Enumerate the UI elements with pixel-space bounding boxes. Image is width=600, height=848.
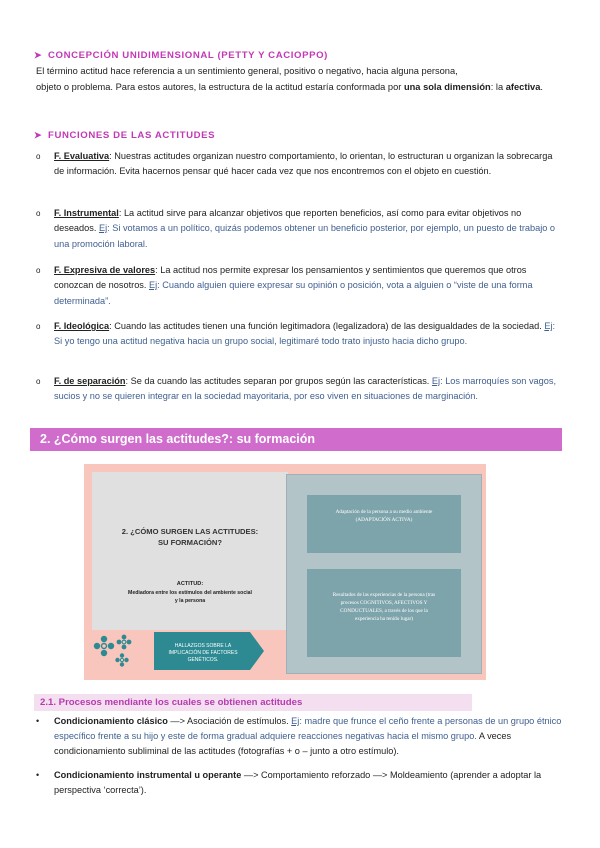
slide-right-panel bbox=[286, 474, 482, 674]
arrow-bullet-icon: ➤ bbox=[34, 130, 43, 140]
funciones-heading: ➤ FUNCIONES DE LAS ACTITUDES bbox=[34, 130, 216, 141]
hallazgos-arrow-shape: HALLAZGOS SOBRE LA IMPLICACIÓN DE FACTORES GENÉTICOS. bbox=[154, 632, 264, 670]
circle-bullet-icon: o bbox=[36, 377, 41, 386]
dot-bullet-icon: • bbox=[36, 716, 40, 726]
arrow-bullet-icon: ➤ bbox=[34, 50, 43, 60]
concepcion-paragraph: El término actitud hace referencia a un sentimiento general, positivo o negativo, hacia alguna persona, objeto o problema. Para estos autores, la estructura de la actitud estaría conformada por una sola dimensión: la afectiva. bbox=[36, 66, 543, 92]
resultados-box: Resultados de las experiencias de la persona (tras procesos COGNITIVOS, AFECTIVOS Y CONDUCTUALES, a través de los que la experiencia ha tenido lugar) bbox=[307, 569, 461, 657]
dot-bullet-icon: • bbox=[36, 770, 40, 780]
circle-bullet-icon: o bbox=[36, 266, 41, 275]
slide-left-panel bbox=[92, 472, 288, 630]
circle-bullet-icon: o bbox=[36, 209, 41, 218]
slide-title: 2. ¿CÓMO SURGEN LAS ACTITUDES: SU FORMACIÓN? bbox=[121, 527, 259, 547]
document-page: ➤ CONCEPCIÓN UNIDIMENSIONAL (PETTY Y CACIOPPO) El término actitud hace referencia a un sentimiento general, positivo o negativo, hacia alguna persona, objeto o problema. Para estos autores, la estructura de la actitud estaría conformada por una sola dimensión: la afectiva. ➤ FUNCIONES DE LAS ACTITUDES o F. Evaluativa: Nuestras actitudes organizan nuestro comportamiento, lo orientan, lo estructuran u organizan la sobrecarga de información. Evita hacernos pensar qué hacer cada vez que nos encontremos con el objeto en cuestión. o F. Instrumental: La actitud sirve para alcanzar objetivos que reporten beneficios, así como para evitar objetivos no deseados. Ej: Si votamos a un político, quizás podemos obtener un beneficio posterior, por ejemplo, un puesto de trabajo o una promoción laboral. o F. Expresiva de valores: La actitud nos permite expresar los pensamientos y sentimientos que queremos que otros conozcan de nosotros. Ej: Cuando alguien quiere expresar su opinión o posición, vota a alguien o “viste de una forma determinada”. o F. Ideológica: Cuando las actitudes tienen una función legitimadora (legalizadora) de las desigualdades de la sociedad. Ej: Si yo tengo una actitud negativa hacia un grupo social, legitimaré todo trato injusto hacia dicho grupo. o F. de separación: Se da cuando las actitudes separan por grupos según las características. Ej: Los marroquíes son vagos, sucios y no se quieren integrar en la sociedad mayoritaria, por eso viven en situaciones de marginación. 2. ¿Cómo surgen las actitudes?: su formación 2. ¿CÓMO SURGEN LAS ACTITUDES: SU FORMACIÓN? ACTITUD: Mediadora entre los estímulos del ambiente social y la persona Adaptación de la persona a su medio ambiente (ADAPTACIÓN ACTIVA) Resultados de las experiencias de la persona (tras procesos COGNITIVOS, AFECTIVOS Y CONDUCTUALES, a través de los que la experiencia ha tenido lugar) HALLAZGOS SOBRE LA IMPLICACIÓN DE FACTORES GENÉTICOS. 2.1. Procesos mendiante los cuales se obtienen actitudes • Condicionamiento clásico —> Asociación de estímulos. Ej: madre que frunce el ceño frente a personas de un grupo étnico específico frente a su hijo y este de forma gradual adquiere reacciones negativas hacia el mismo grupo. A veces condicionamiento subliminal de las actitudes (fotografías + o – junto a otro estímulo). • Condicionamiento instrumental u operante —> Comportamiento reforzado —> Moldeamiento (aprender a adoptar la perspectiva ‘correcta’). bbox=[0, 0, 600, 848]
slide-description: Mediadora entre los estímulos del ambiente social y la persona bbox=[128, 590, 252, 604]
circle-bullet-icon: o bbox=[36, 152, 41, 161]
slide-image bbox=[84, 464, 486, 680]
section-banner: 2. ¿Cómo surgen las actitudes?: su formación bbox=[30, 428, 562, 451]
adaptacion-box: Adaptación de la persona a su medio ambiente (ADAPTACIÓN ACTIVA) bbox=[307, 495, 461, 553]
concepcion-heading: ➤ CONCEPCIÓN UNIDIMENSIONAL (PETTY Y CACIOPPO) bbox=[34, 50, 328, 61]
flower-decoration-icon bbox=[92, 634, 148, 670]
subsection-banner: 2.1. Procesos mendiante los cuales se obtienen actitudes bbox=[34, 694, 472, 711]
slide-subtitle: ACTITUD: bbox=[176, 581, 204, 587]
circle-bullet-icon: o bbox=[36, 322, 41, 331]
